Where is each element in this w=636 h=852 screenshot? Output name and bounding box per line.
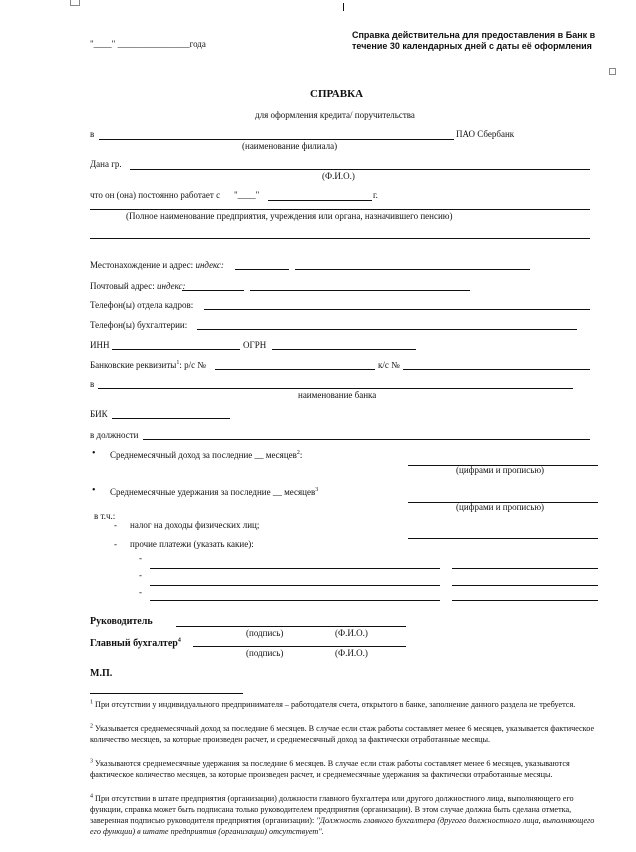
inn-line[interactable]	[112, 349, 240, 350]
bank-name-caption: наименование банка	[298, 390, 377, 400]
footnote-1-num: 1	[90, 699, 93, 706]
footnote-2-text: Указывается среднемесячный доход за последние 6 месяцев. В случае если стаж работы составляет менее 6 месяцев, указывается фактическое количество месяцев, за которые произведен расчет, и среднемесячный доход за фактически отработанные месяцы.	[90, 724, 595, 744]
account-line[interactable]	[215, 369, 375, 370]
avg-deductions-label	[110, 487, 318, 497]
location-index-line[interactable]	[235, 269, 289, 270]
works-since-label: что он (она) постоянно работает с	[90, 190, 221, 200]
issued-label: Дана гр.	[90, 159, 122, 169]
location-address-line[interactable]	[295, 269, 530, 270]
acc-phone-line[interactable]	[197, 329, 577, 330]
footnote-2-num: 2	[90, 723, 93, 730]
employer-line-1[interactable]	[90, 209, 590, 210]
bank-prefix: в	[90, 129, 95, 139]
bik-label: БИК	[90, 409, 108, 419]
position-label: в должности	[90, 430, 139, 440]
dash-other: -	[114, 539, 117, 549]
other-row-3-amount-line[interactable]	[452, 600, 598, 601]
chief-accountant-text: Главный бухгалтер	[90, 638, 178, 649]
fio-caption: (Ф.И.О.)	[322, 171, 355, 181]
bullet-1: •	[92, 448, 96, 459]
words-caption-2: (цифрами и прописью)	[456, 502, 545, 512]
works-since-year: г.	[373, 190, 378, 200]
footnote-1-text: При отсутствии у индивидуального предпринимателя – работодателя счета, открытого в банке, заполнение данного раздела не требуется.	[95, 700, 576, 709]
avg-deductions-text: Среднемесячные удержания за последние __ месяцев	[110, 487, 316, 497]
inn-label: ИНН	[90, 340, 110, 350]
tax-label: налог на доходы физических лиц;	[130, 520, 260, 530]
date-line: "____" ________________года	[90, 39, 206, 49]
postal-label-text: Почтовый адрес:	[90, 281, 155, 291]
other-row-2-amount-line[interactable]	[452, 585, 598, 586]
corner-mark-right	[609, 68, 616, 75]
other-row-2-name-line[interactable]	[150, 585, 440, 586]
footnote-2	[90, 723, 595, 745]
dash-row-3: -	[139, 587, 142, 597]
ogrn-label: ОГРН	[243, 340, 267, 350]
postal-address-line[interactable]	[250, 290, 470, 291]
footnote-3-num: 3	[90, 758, 93, 765]
fio-line[interactable]	[130, 169, 590, 170]
chief-signature-caption: (подпись)	[246, 648, 284, 658]
corner-mark-top-left	[70, 0, 80, 6]
dash-row-2: -	[139, 570, 142, 580]
other-row-1-amount-line[interactable]	[452, 568, 598, 569]
location-label	[90, 260, 224, 270]
branch-caption: (наименование филиала)	[242, 141, 338, 151]
bullet-2: •	[92, 485, 96, 496]
footnote-4-text: При отсутствии в штате предприятия (организации) должности главного бухгалтера или другого должностного лица, выполняющего его функции, справка может быть подписана только руководителем предприятия (организации). В этом случае должна быть сделана отметка, заверенная подписью руководителя предприятия (организации):	[90, 794, 574, 825]
in-label: в	[90, 379, 95, 389]
other-row-3-name-line[interactable]	[150, 600, 440, 601]
subtitle: для оформления кредита/ поручительства	[255, 110, 415, 120]
ogrn-line[interactable]	[272, 349, 416, 350]
chief-accountant-signature-line[interactable]	[193, 646, 406, 647]
footnote-separator	[90, 693, 243, 694]
tax-line[interactable]	[408, 538, 598, 539]
footnote-1	[90, 699, 595, 710]
footnote-ref-2: 2	[296, 450, 300, 456]
director-fio-caption: (Ф.И.О.)	[335, 628, 368, 638]
avg-income-label: Среднемесячный доход за последние __ месяцев$^2$:	[110, 450, 303, 460]
employer-line-2[interactable]	[90, 238, 590, 239]
footnote-ref-3: 3	[315, 487, 319, 493]
words-caption-1: (цифрами и прописью)	[456, 465, 545, 475]
postal-index: индекс:	[157, 281, 186, 291]
hr-phone-label: Телефон(ы) отдела кадров:	[90, 300, 194, 310]
director-signature-caption: (подпись)	[246, 628, 284, 638]
chief-accountant-label	[90, 638, 181, 649]
footnote-ref-4: 4	[177, 637, 181, 644]
other-row-1-name-line[interactable]	[150, 568, 440, 569]
position-line[interactable]	[143, 439, 590, 440]
footnote-3-text: Указываются среднемесячные удержания за последние 6 месяцев. В случае если стаж работы составляет менее 6 месяцев, указываются фактическое количество месяцев, за которые произведен расчет, и среднемесячные удержания за фактически отработанные месяцы.	[90, 759, 570, 779]
page-title: СПРАВКА	[310, 88, 364, 100]
employer-caption: (Полное наименование предприятия, учреждения или органа, назначившего пенсию)	[126, 211, 453, 221]
footnote-4	[90, 793, 595, 837]
branch-line[interactable]	[99, 139, 454, 140]
location-label-text: Местонахождение и адрес:	[90, 260, 194, 270]
bank-name-line[interactable]	[98, 388, 573, 389]
bank-details-text: Банковские реквизиты	[90, 360, 177, 370]
acc-phone-label: Телефон(ы) бухгалтерии:	[90, 320, 188, 330]
footnote-4-num: 4	[90, 793, 93, 800]
avg-income-text: Среднемесячный доход за последние __ месяцев	[110, 450, 297, 460]
footnote-ref-1: 1	[176, 360, 180, 366]
footnote-3	[90, 758, 595, 780]
validity-note: Справка действительна для предоставления в Банк в течение 30 календарных дней с даты её оформления	[352, 30, 596, 51]
postal-label	[90, 281, 186, 291]
bik-line[interactable]	[112, 418, 230, 419]
chief-fio-caption: (Ф.И.О.)	[335, 648, 368, 658]
director-signature-line[interactable]	[176, 626, 406, 627]
postal-index-line[interactable]	[182, 290, 244, 291]
bank-suffix: ПАО Сбербанк	[456, 129, 515, 139]
location-index: индекс:	[195, 260, 224, 270]
including-label: в т.ч.:	[94, 511, 116, 521]
footnote-4-italic: "Должность главного бухгалтера (другого должностного лица, выполняющего его функции) в штате предприятия (организации) отсутствует".	[90, 816, 595, 836]
stamp-label: М.П.	[90, 668, 113, 679]
bank-details-label	[90, 360, 206, 370]
corr-account-line[interactable]	[403, 369, 590, 370]
account-label: : р/с №	[179, 360, 206, 370]
corr-account-label: к/с №	[378, 360, 400, 370]
hr-phone-line[interactable]	[204, 309, 590, 310]
director-label: Руководитель	[90, 616, 153, 627]
other-label: прочие платежи (указать какие):	[130, 539, 254, 549]
dash-row-1: -	[139, 553, 142, 563]
cursor-mark	[343, 3, 344, 11]
works-since-line[interactable]	[268, 200, 372, 201]
dash-tax: -	[114, 520, 117, 530]
works-since-quote: "____"	[234, 190, 260, 200]
